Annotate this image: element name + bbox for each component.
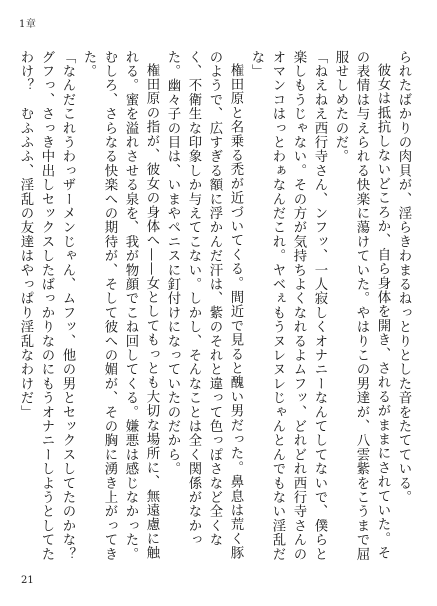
paragraph-5: 権田原の指が、彼女の身体へ——女としてもっとも大切な場所に、無遠慮に触れる。蜜を溢れさせる泉を、我が物顔でこね回してくる。嫌悪は感じなかった。むしろ、さらなる快楽への期待が、そして彼への媚が、その胸に湧き上がってきた。	[81, 50, 159, 562]
paragraph-4: 権田原と名乗る禿が近づいてくる。間近で見ると醜い男だった。鼻息は荒く豚のようで、広すぎる額に浮かんだ汗は、紫のそれと違って色っぽさなど全くなく、不衛生な印象しか与えてこない。しかし、そんなことは全く関係がなかった。幽々子の目は、いまやペニスに釘付けになっていたのだから。	[165, 50, 243, 561]
chapter-header: 1章	[19, 19, 37, 30]
paragraph-1: られたばかりの肉貝が、淫らきわまるねっとりとした音をたてている。	[396, 50, 411, 505]
paragraph-3: 「ねえねえ西行寺さん、ンフッ、一人寂しくオナニーなんてしてないで、僕らと楽しもうじゃない。その方が気持ちよくなれるよムフッ、どれどれ西行寺さんのオマンコはっとわぁなんだこれ。ヤベぇもうヌレヌレじゃんとんでもない淫乱だな」	[249, 50, 327, 562]
paragraph-6: 「なんだこれうわっザーメンじゃん、ムフッ、他の男とセックスしてたのかな？ グフっ、さっき中出しセックスしたばっかりなのにもうオナニーしようとしてたわけ？ むふふふ、淫乱の友達はやっぱり淫乱なわけだ」	[18, 50, 75, 576]
paragraph-2: 彼女は抵抗しないどころか、自ら身体を開き、されるがままにされていた。その表情は与えられる快楽に蕩けていた。やはりこの男達が、八雲紫をこうまで屈服せしめたのだ。	[333, 50, 390, 562]
vertical-text-body	[18, 50, 414, 576]
page-number: 21	[21, 575, 34, 586]
